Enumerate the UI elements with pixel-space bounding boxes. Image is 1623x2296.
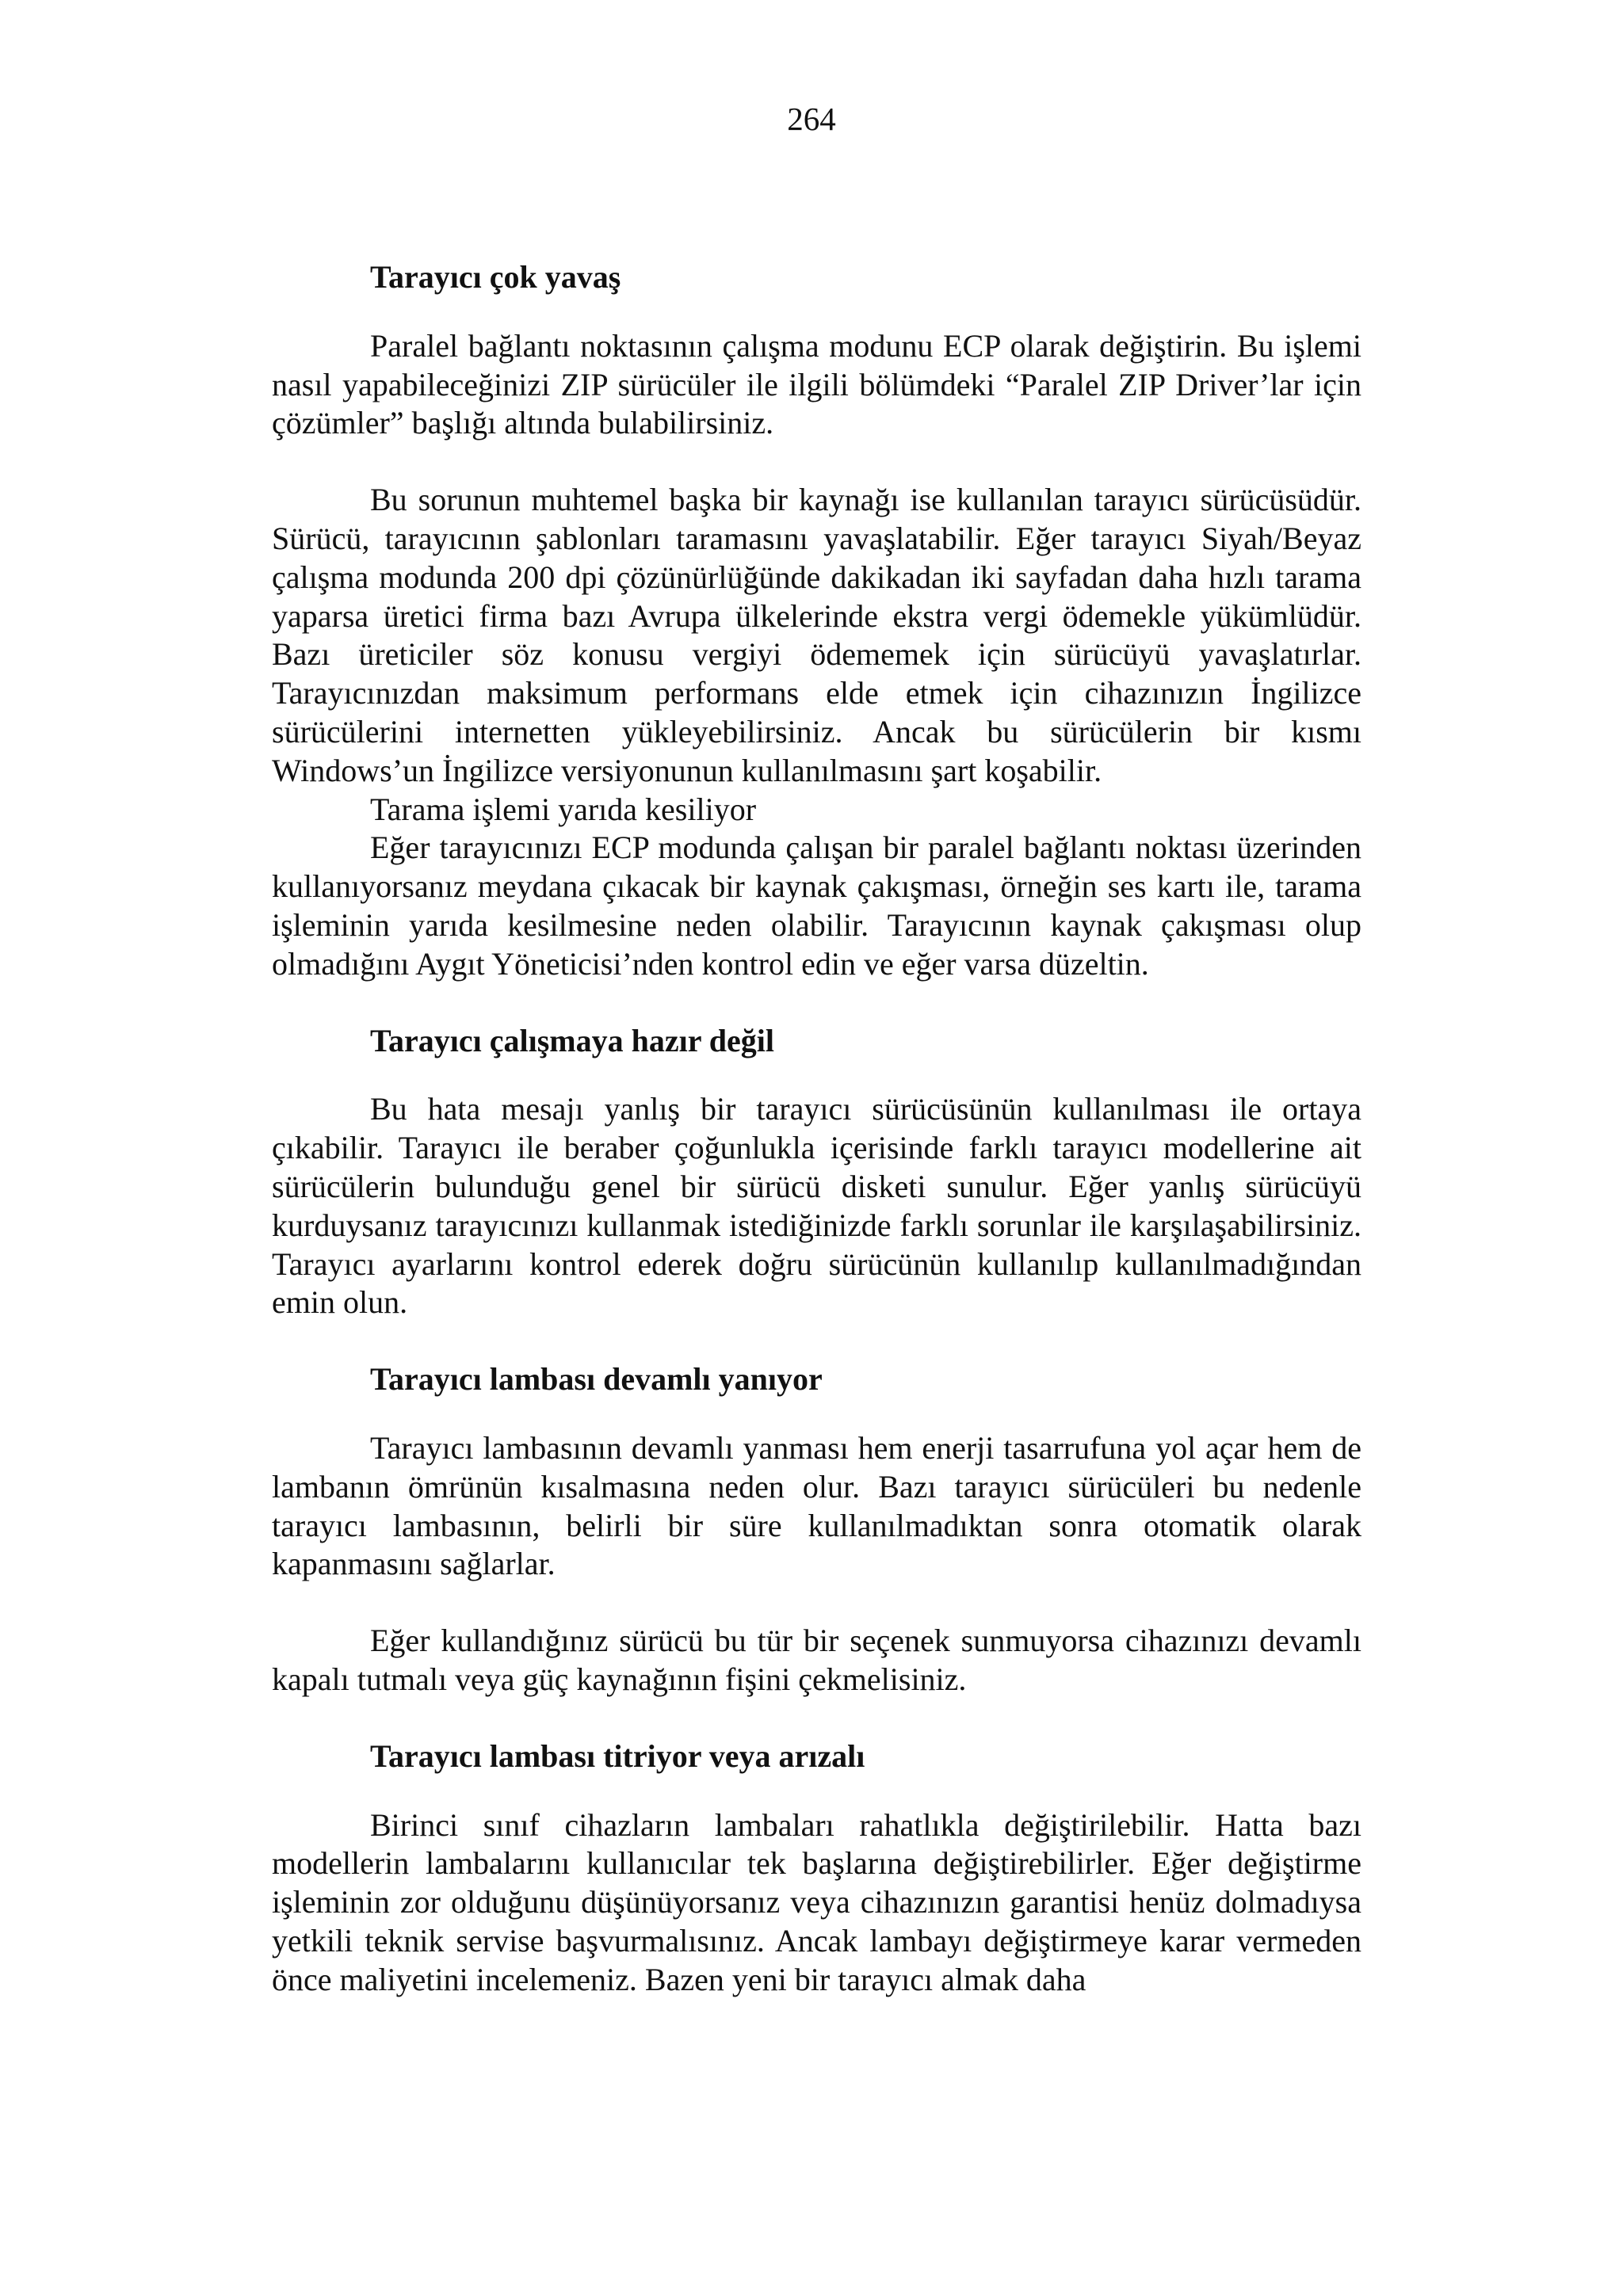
- paragraph-lamp-always-on: Tarayıcı lambasının devamlı yanması hem enerji tasarrufuna yol açar hem de lambanın ömrünün kısalmasına neden olur. Bazı tarayıcı sürücüleri bu nedenle tarayıcı lambasının, belirli bir süre kullanılmadıktan sonra otomatik olarak kapanmasını sağlarlar.: [272, 1429, 1361, 1582]
- paragraph-slow-driver: Bu sorunun muhtemel başka bir kaynağı ise kullanılan tarayıcı sürücüsüdür. Sürücü, tarayıcının şablonları taramasını yavaşlatabilir. Eğer tarayıcı Siyah/Beyaz çalışma modunda 200 dpi çözünürlüğünde dakikadan iki sayfadan daha hızlı tarama yaparsa üretici firma bazı Avrupa ülkelerinde ekstra vergi ödemekle yükümlüdür. Bazı üreticiler söz konusu vergiyi ödememek için sürücüyü yavaşlatırlar. Tarayıcınızdan maksimum performans elde etmek için cihazınızın İngilizce sürücülerini internetten yükleyebilirsiniz. Ancak bu sürücülerin bir kısmı Windows’un İngilizce versiyonunun kullanılmasını şart koşabilir.: [272, 482, 1361, 788]
- paragraph-not-ready: Bu hata mesajı yanlış bir tarayıcı sürücüsünün kullanılması ile ortaya çıkabilir. Tarayıcı ile beraber çoğunlukla içerisinde farklı tarayıcı modellerine ait sürücülerin bulunduğu genel bir sürücü disketi sunulur. Eğer yanlış sürücüyü kurduysanız tarayıcınızı kullanmak istediğinizde farklı sorunlar ile karşılaşabilirsiniz. Tarayıcı ayarlarını kontrol ederek doğru sürücünün kullanılıp kullanılmadığından emin olun.: [272, 1091, 1361, 1321]
- section-heading-lamp-always-on: Tarayıcı lambası devamlı yanıyor: [370, 1361, 823, 1398]
- section-heading-slow-scanner: Tarayıcı çok yavaş: [370, 259, 621, 295]
- section-heading-scan-interrupted: Tarama işlemi yarıda kesiliyor: [370, 791, 757, 827]
- section-heading-not-ready: Tarayıcı çalışmaya hazır değil: [370, 1022, 774, 1058]
- paragraph-lamp-flicker: Birinci sınıf cihazların lambaları rahatlıkla değiştirilebilir. Hatta bazı modellerin lambalarını kullanıcılar tek başlarına değiştirebilirler. Eğer değiştirme işleminin zor olduğunu düşünüyorsanız veya cihazınızın garantisi henüz dolmadıysa yetkili teknik servise başvurmalısınız. Ancak lambayı değiştirmeye karar vermeden önce maliyetini incelemeniz. Bazen yeni bir tarayıcı almak daha: [272, 1806, 1361, 1997]
- paragraph-scan-interrupted: Eğer tarayıcınızı ECP modunda çalışan bir paralel bağlantı noktası üzerinden kullanıyorsanız meydana çıkacak bir kaynak çakışması, örneğin ses kartı ile, tarama işleminin yarıda kesilmesine neden olabilir. Tarayıcının kaynak çakışması olup olmadığını Aygıt Yöneticisi’nden kontrol edin ve eğer varsa düzeltin.: [272, 830, 1361, 982]
- page-number: 264: [787, 101, 836, 137]
- paragraph-lamp-power-off: Eğer kullandığınız sürücü bu tür bir seçenek sunmuyorsa cihazınızı devamlı kapalı tutmalı veya güç kaynağının fişini çekmelisiniz.: [272, 1623, 1361, 1697]
- paragraph-slow-ecp: Paralel bağlantı noktasının çalışma modunu ECP olarak değiştirin. Bu işlemi nasıl yapabileceğinizi ZIP sürücüler ile ilgili bölümdeki “Paralel ZIP Driver’lar için çözümler” başlığı altında bulabilirsiniz.: [272, 327, 1361, 441]
- section-heading-lamp-flicker: Tarayıcı lambası titriyor veya arızalı: [370, 1737, 865, 1774]
- page-body: [272, 258, 1361, 1999]
